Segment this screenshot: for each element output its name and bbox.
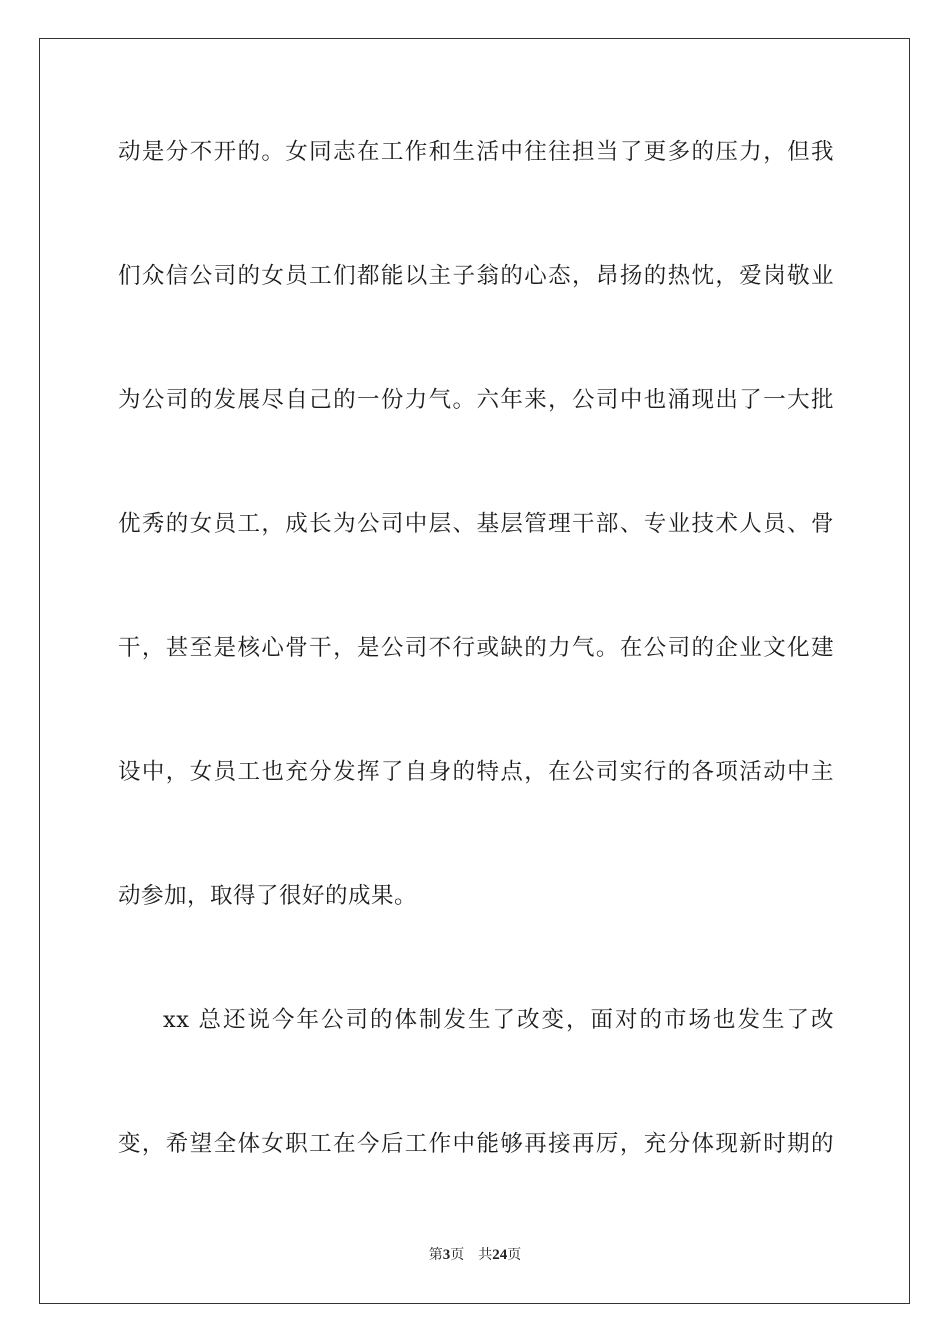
page-number: 3 [442,1247,451,1263]
page-border [39,38,910,1304]
page-prefix: 第 [428,1247,443,1263]
body-text-line-6: 设中，女员工也充分发挥了自身的特点，在公司实行的各项活动中主 [118,759,834,785]
body-text-line-7: 动参加，取得了很好的成果。 [118,883,418,909]
body-text-line-2: 们众信公司的女员工们都能以主子翁的心态，昂扬的热忱，爱岗敬业 [118,263,834,289]
total-pages: 24 [492,1247,508,1263]
body-text-line-9: 变，希望全体女职工在今后工作中能够再接再厉，充分体现新时期的 [118,1131,834,1157]
page-footer [0,1246,950,1264]
body-text-line-1: 动是分不开的。女同志在工作和生活中往往担当了更多的压力，但我 [118,139,834,165]
body-text-line-3: 为公司的发展尽自己的一份力气。六年来，公司中也涌现出了一大批 [118,387,834,413]
body-text-line-8: xx 总还说今年公司的体制发生了改变，面对的市场也发生了改 [163,1007,834,1033]
body-text-line-5: 干，甚至是核心骨干，是公司不行或缺的力气。在公司的企业文化建 [118,635,834,661]
total-prefix: 共 [478,1247,493,1263]
page-suffix: 页 [450,1247,465,1263]
total-suffix: 页 [507,1247,522,1263]
body-text-line-4: 优秀的女员工，成长为公司中层、基层管理干部、专业技术人员、骨 [118,511,834,537]
